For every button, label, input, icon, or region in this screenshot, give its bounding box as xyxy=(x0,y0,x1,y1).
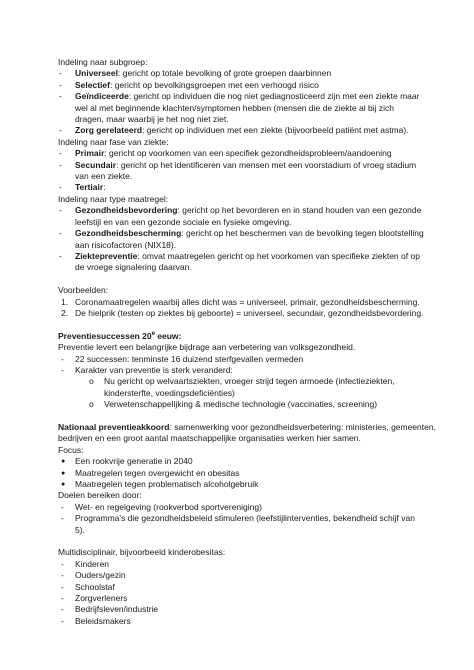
list-item: - Gezondheidsbescherming: gericht op het beschermen van de bevolking tegen blootstelling xyxy=(59,228,424,239)
sub-list-item: o Nu gericht op welvaartsziekten, vroeger strijd tegen armoede (infectieziekten, xyxy=(89,376,395,387)
numbered-item: 2. De hielprik (testen op ziektes bij geboorte) = universeel, secundair, gezondheidsbevordering. xyxy=(61,307,424,318)
spacer xyxy=(58,411,434,422)
list-item: - Primair: gericht op voorkomen van een specifiek gezondheidsprobleem/aandoening xyxy=(59,148,392,159)
focus-label: Focus: xyxy=(58,444,84,455)
sub-list-item: o Verwetenschappelijking & medische technologie (vaccinaties, screening) xyxy=(89,399,378,410)
list-item-continuation: leefstijl en van een gezonde sociale en fysieke omgeving. xyxy=(75,216,292,227)
list-item-continuation: van een ziekte. xyxy=(75,171,133,182)
list-item-continuation: wel al met beginnende klachten/symptomen hebben (mensen die de ziekte al bij zich xyxy=(75,102,394,113)
list-item-continuation: de vroege signalering daarvan. xyxy=(75,262,192,273)
prevention-successes-heading: Preventiesuccessen 20e eeuw: xyxy=(58,330,182,341)
list-item: - Zorgverleners xyxy=(61,593,128,604)
measure-type-heading: Indeling naar type maatregel: xyxy=(58,193,169,204)
paragraph-continuation: bedrijven en een groot aantal maatschappelijke organisaties werken hier samen. xyxy=(58,433,361,444)
list-item: - Bedrijfsleven/industrie xyxy=(61,604,159,615)
prevention-agreement-paragraph: Nationaal preventieakkoord: samenwerking voor gezondheidsverbetering: ministeries, gemeenten, xyxy=(58,421,436,432)
spacer xyxy=(58,274,434,285)
list-item: - Ziektepreventie: omvat maatregelen gericht op het voorkomen van specifieke ziekten of op xyxy=(59,250,420,261)
bullet-item: ● Een rookvrije generatie in 2040 xyxy=(61,456,193,467)
list-item-continuation: kindersterfte, voedingsdeficiënties) xyxy=(104,387,235,398)
examples-heading: Voorbeelden: xyxy=(58,285,109,296)
spacer xyxy=(58,536,434,547)
list-item: - Ouders/gezin xyxy=(61,570,126,581)
goals-label: Doelen bereiken door: xyxy=(58,490,142,501)
list-item: - Programma's die gezondheidsbeleid stimuleren (leefstijlinterventies, bekendheid schijf van xyxy=(61,513,415,524)
spacer xyxy=(58,319,434,330)
phase-heading: Indeling naar fase van ziekte: xyxy=(58,136,169,147)
list-item: - Universeel: gericht op totale bevolking of grote groepen daarbinnen xyxy=(59,68,332,79)
list-item-continuation: 5). xyxy=(75,524,85,535)
list-item: - Tertiair: xyxy=(59,182,106,193)
list-item: - Karakter van preventie is sterk veranderd: xyxy=(61,364,233,375)
bullet-item: ● Maatregelen tegen overgewicht en obesitas xyxy=(61,467,240,478)
list-item-continuation: dragen, maar waarbij je het nog niet ziet. xyxy=(75,114,229,125)
paragraph: Preventie levert een belangrijke bijdrage aan verbetering van volksgezondheid. xyxy=(58,342,356,353)
list-item-continuation: aan risicofactoren (NIX18). xyxy=(75,239,177,250)
bullet-item: ● Maatregelen tegen problematisch alcoholgebruik xyxy=(61,478,259,489)
numbered-item: 1. Coronamaatregelen waarbij alles dicht was = universeel, primair, gezondheidsbescherming. xyxy=(61,296,420,307)
list-item: - Secundair: gericht op het identificeren van mensen met een voorstadium of vroeg stadium xyxy=(59,159,417,170)
list-item: - Kinderen xyxy=(61,558,110,569)
multidisciplinary-heading: Multidisciplinair, bijvoorbeeld kinderobesitas: xyxy=(58,547,226,558)
list-item: - Geïndiceerde: gericht op individuen die nog niet gediagnosticeerd zijn met een ziekte maar xyxy=(59,91,420,102)
list-item: - Gezondheidsbevordering: gericht op het bevorderen en in stand houden van een gezonde xyxy=(59,205,422,216)
list-item: - Schoolstaf xyxy=(61,581,115,592)
subgroup-heading: Indeling naar subgroep: xyxy=(58,57,148,67)
list-item: - Selectief: gericht op bevolkingsgroepen met een verhoogd risico xyxy=(59,79,319,90)
list-item: - Wet- en regelgeving (rookverbod sportvereniging) xyxy=(61,501,262,512)
list-item: - 22 successen: tenminste 16 duizend sterfgevallen vermeden xyxy=(61,353,304,364)
list-item: - Beleidsmakers xyxy=(61,615,131,626)
list-item: - Zorg gerelateerd: gericht op individuen met een ziekte (bijvoorbeeld patiënt met astma). xyxy=(59,125,409,136)
